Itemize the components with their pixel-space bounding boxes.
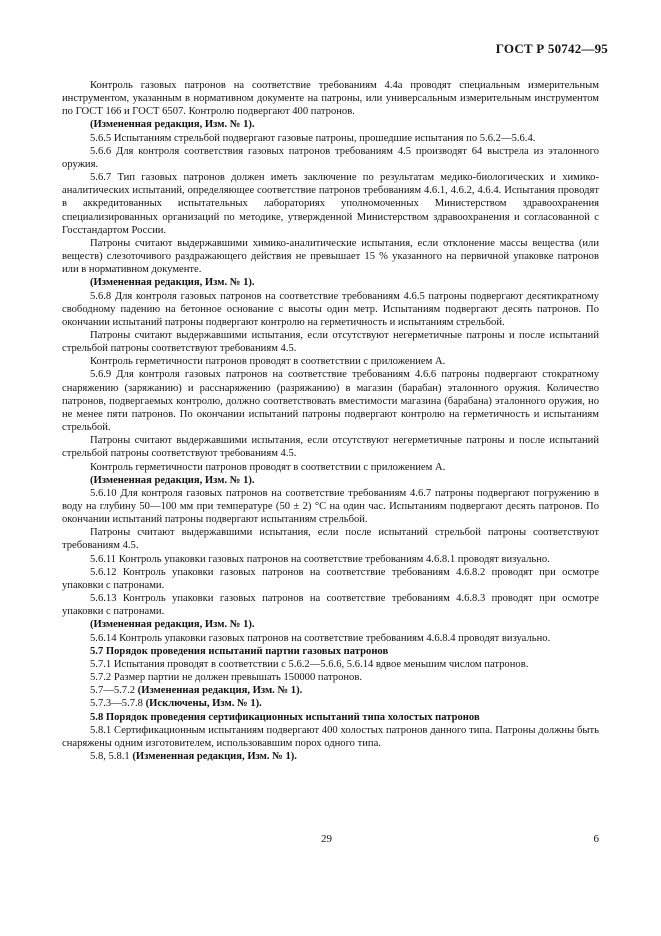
document-header: ГОСТ Р 50742—95 [495, 41, 608, 56]
paragraph [62, 171, 599, 237]
paragraph-text: 5.6.7 Тип газовых патронов должен иметь заключение по результатам медико-биологических и химико-аналитических испытаний, определяющее соответствие патронов требованиям 4.6.1, 4.6.2, 4.6.4. Испытания проводят в аккредитованных испытательных лабораториях уполномоченных Министерством здравоохранения специализированных организаций по методике, утвержденной Министерством здравоохранения и согласованной с Госстандартом России. [62, 172, 599, 236]
section-heading [62, 618, 599, 631]
paragraph-text: Патроны считают выдержавшими испытания, если отсутствуют негерметичные патроны и после испытаний стрельбой патроны соответствуют требованиям 4.5. [62, 435, 599, 460]
paragraph [62, 526, 599, 552]
paragraph [62, 658, 599, 671]
paragraph [62, 79, 599, 118]
paragraph-text: 5.6.11 Контроль упаковки газовых патронов на соответствие требованиям 4.6.8.1 проводят визуально. [90, 553, 550, 565]
sheet-number: 6 [593, 833, 599, 845]
paragraph [62, 145, 599, 171]
paragraph-text: 5.6.12 Контроль упаковки газовых патронов на соответствие требованиям 4.6.8.2 проводят при осмотре упаковки с патронами. [62, 566, 599, 591]
paragraph-text: (Измененная редакция, Изм. № 1). [90, 119, 255, 131]
paragraph [62, 632, 599, 645]
paragraph-text: 5.7 Порядок проведения испытаний партии газовых патронов [90, 645, 389, 657]
section-heading [62, 276, 599, 289]
paragraph [62, 434, 599, 460]
paragraph-text: (Измененная редакция, Изм. № 1). [90, 277, 255, 289]
paragraph-text: Патроны считают выдержавшими химико-аналитические испытания, если отклонение массы вещества (или веществ) слезоточивого раздражающего действия не превышает 15 % указанного на первичной упаковке патронов или в нормативном документе. [62, 237, 599, 276]
paragraph-text: 5.7—5.7.2 [90, 685, 136, 697]
paragraph-text: 5.7.2 Размер партии не должен превышать 150000 патронов. [90, 672, 362, 684]
amendment-note: (Измененная редакция, Изм. № 1). [129, 750, 297, 762]
paragraph [62, 355, 599, 368]
paragraph [62, 592, 599, 618]
paragraph [62, 368, 599, 434]
paragraph-text: Контроль герметичности патронов проводят в соответствии с приложением А. [90, 461, 446, 473]
section-heading [62, 645, 599, 658]
paragraph-text: 5.8.1 Сертификационным испытаниям подвергают 400 холостых патронов данного типа. Патроны должны быть снаряжены одним изготовителем, использовавшим порох одного типа. [62, 724, 599, 749]
section-heading [62, 474, 599, 487]
paragraph [62, 724, 599, 750]
paragraph-text: 5.6.10 Для контроля газовых патронов на соответствие требованиям 4.6.7 патроны подвергают погружению в воду на глубину 50—100 мм при температуре (50 ± 2) °С на один час. Испытаниям подвергают десять патронов. По окончании испытаний патроны подвергают испытаниям стрельбой. [62, 487, 599, 526]
paragraph [62, 553, 599, 566]
amendment-note: (Исключены, Изм. № 1). [142, 698, 262, 710]
section-heading [62, 118, 599, 131]
paragraph-text: 5.6.9 Для контроля газовых патронов на соответствие требованиям 4.6.6 патроны подвергают стократному снаряжению (заряжанию) и расснаряжению (разряжанию) в магазин (барабан) эталонного оружия. Количество патронов, подвергаемых контролю, должно соответствовать вместимости магазина (барабана) эталонного оружия, но не менее пяти патронов. По окончании испытаний патроны подвергают контролю на герметичность и испытаниям стрельбой. [62, 369, 599, 434]
paragraph-text: 5.6.6 Для контроля соответствия газовых патронов требованиям 4.5 производят 64 выстрела из эталонного оружия. [62, 145, 599, 170]
paragraph-text: (Измененная редакция, Изм. № 1). [90, 619, 255, 631]
paragraph [62, 566, 599, 592]
paragraph-text: Патроны считают выдержавшими испытания, если отсутствуют негерметичные патроны и после испытаний стрельбой патроны соответствуют требованиям 4.5. [62, 329, 599, 355]
paragraph-text: 5.6.14 Контроль упаковки газовых патронов на соответствие требованиям 4.6.8.4 проводят визуально. [90, 632, 551, 644]
paragraph [62, 487, 599, 526]
paragraph-text: 5.6.13 Контроль упаковки газовых патронов на соответствие требованиям 4.6.8.3 проводят при осмотре упаковки с патронами. [62, 593, 599, 618]
paragraph-text: Контроль газовых патронов на соответствие требованиям 4.4а проводят специальным измерительным инструментом, указанным в нормативном документе на патроны, или универсальным измерительным инструментом по ГОСТ 166 и ГОСТ 6507. Контролю подвергают 400 патронов. [62, 80, 599, 118]
document-body [62, 79, 599, 763]
paragraph-text: 5.7.1 Испытания проводят в соответствии с 5.6.2—5.6.6, 5.6.14 вдвое меньшим числом патронов. [90, 658, 529, 670]
section-heading [62, 711, 599, 724]
paragraph [62, 329, 599, 355]
paragraph [62, 237, 599, 276]
paragraph-text: 5.7.3—5.7.8 [90, 698, 143, 710]
page-number: 29 [321, 833, 332, 845]
paragraph [62, 290, 599, 329]
amendment-note: (Измененная редакция, Изм. № 1). [135, 685, 303, 697]
paragraph-text: Контроль герметичности патронов проводят в соответствии с приложением А. [90, 356, 446, 368]
paragraph [62, 697, 599, 710]
paragraph-text: Патроны считают выдержавшими испытания, если после испытаний стрельбой патроны соответствуют требованиям 4.5. [62, 527, 599, 552]
paragraph [62, 132, 599, 145]
paragraph [62, 461, 599, 474]
paragraph [62, 750, 599, 763]
paragraph [62, 684, 599, 697]
paragraph-text: 5.8, 5.8.1 [90, 750, 130, 762]
paragraph-text: 5.6.5 Испытаниям стрельбой подвергают газовые патроны, прошедшие испытания по 5.6.2—5.6.4. [90, 132, 536, 144]
paragraph-text: (Измененная редакция, Изм. № 1). [90, 474, 255, 486]
paragraph-text: 5.6.8 Для контроля газовых патронов на соответствие требованиям 4.6.5 патроны подвергают десятикратному свободному падению на бетонное основание с высоты один метр. Испытаниям подвергают десять патронов. По окончании испытаний патроны подвергают контролю на герметичность и испытаниям стрельбой. [62, 290, 599, 328]
paragraph-text: 5.8 Порядок проведения сертификационных испытаний типа холостых патронов [90, 711, 480, 723]
paragraph [62, 671, 599, 684]
